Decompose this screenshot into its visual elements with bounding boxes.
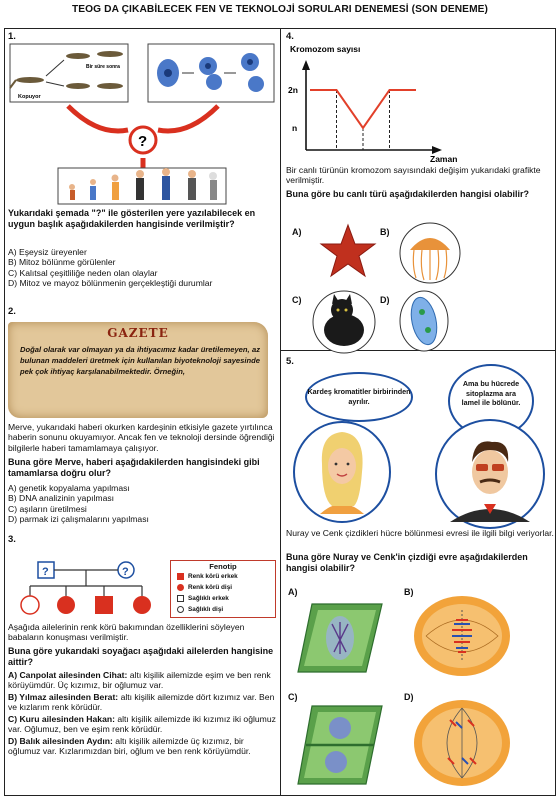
legend-item: Renk körü dişi (177, 582, 275, 593)
newspaper-text: Doğal olarak var olmayan ya da ihtiyacımız kadar üretilemeyen, az bulunan maddeleri üretmek için kullanılan biyoteknoloji sayesinde pek çok ihtiyaç karşılanabilmektedir. Örneğin, (20, 345, 260, 377)
q4-option-d-label[interactable]: D) (380, 295, 390, 305)
kopuyor-label: Kopuyor (18, 94, 41, 100)
q1-option-a[interactable]: A) Eşeysiz üreyenler (8, 247, 87, 257)
chromosome-chart (284, 40, 474, 164)
q5-option-c-label[interactable]: C) (288, 692, 298, 702)
paramecium-icon[interactable] (398, 290, 450, 352)
speech-bubble-nuray: Kardeş kromatitler birbirinden ayrılır. (305, 372, 413, 422)
chromosome-series-line (310, 90, 416, 128)
q1-option-c[interactable]: C) Kalıtsal çeşitliliğe neden olan olaylar (8, 267, 158, 278)
q5-stem: Buna göre Nuray ve Cenk'in çizdiği evre aşağıdakilerden hangisi olabilir? (286, 552, 528, 573)
q2-option-a[interactable]: A) genetik kopyalama yapılması (8, 483, 130, 493)
q2-stem: Buna göre Merve, haberi aşağıdakilerden hangisindeki gibi tamamlarsa doğru olur? (8, 457, 260, 478)
cat-icon[interactable] (312, 290, 376, 354)
q3-number: 3. (8, 534, 16, 545)
q3-option-a[interactable]: A) Canpolat ailesinden Cihat: altı kişilik ailemizde eşim ve ben renk körüyümdür. Üç kızımız, bir oğlumuz var. (8, 670, 271, 691)
phenotype-legend (170, 560, 276, 618)
y-axis-label: Kromozom sayısı (290, 44, 361, 54)
pedigree-child-2 (57, 596, 75, 614)
q4-stem: Buna göre bu canlı türü aşağıdakilerden hangisi olabilir? (286, 189, 530, 199)
animal-cell-d-icon[interactable] (412, 698, 512, 788)
q5-option-d-label[interactable]: D) (404, 692, 414, 702)
pedigree-child-4 (133, 596, 151, 614)
q4-option-b-label[interactable]: B) (380, 227, 390, 237)
pedigree-child-3 (95, 596, 113, 614)
q3-option-b[interactable]: B) Yılmaz ailesinden Berat: altı kişilik ailemizde dört kızımız var. Ben ve kızlarım renk körüdür. (8, 691, 275, 713)
q1-stem: Yukarıdaki şemada "?" ile gösterilen yere yazılabilecek en uygun başlık aşağıdakilerden hangisinde verilmiştir? (8, 208, 256, 229)
q3-option-c[interactable]: C) Kuru ailesinden Hakan: altı kişilik ailemizde iki kızımız iki oğlumuz var. Oğlumuz, ben ve eşim renk körüdür. (8, 713, 276, 735)
q3-stem: Buna göre yukarıdaki soyağacı aşağıdaki ailelerden hangisine aittir? (8, 646, 274, 667)
pedigree-child-1 (21, 596, 39, 614)
q2-options (8, 483, 278, 525)
q3-options (8, 670, 278, 757)
newspaper-clip (8, 322, 268, 418)
q3-option-d[interactable]: D) Balık ailesinden Aydın: altı kişilik ailemizde üç kızımız, bir oğlumuz var. Kızlarımızdan biri, oğlum ve ben renk körüyümdür. (8, 735, 251, 757)
speech-bubble-cenk: Ama bu hücrede sitoplazma ara lamel ile bölünür. (448, 364, 534, 438)
q2-number: 2. (8, 306, 16, 317)
q2-option-d[interactable]: D) parmak izi çalışmalarını yapılması (8, 514, 149, 525)
question-mark: ? (138, 133, 148, 150)
legend-item: Sağlıklı dişi (177, 604, 275, 615)
pedigree-father-unknown: ? (42, 566, 49, 578)
q5-intro: Nuray ve Cenk çizdikleri hücre bölünmesi evresi ile ilgili bilgi veriyorlar. (286, 528, 554, 538)
pedigree-chart (8, 556, 168, 620)
q3-intro: Aşağıda ailelerinin renk körü bakımından özelliklerini söyleyen babaların konuşması verilmiştir. (8, 622, 245, 643)
x-axis-label: Zaman (430, 154, 458, 164)
q4-intro: Bir canlı türünün kromozom sayısındaki değişim yukarıdaki grafikte verilmiştir. (286, 165, 541, 186)
q4-number: 4. (286, 31, 294, 42)
q1-options (8, 247, 278, 289)
jellyfish-icon[interactable] (398, 222, 462, 284)
cenk-avatar (434, 418, 546, 530)
tick-n: n (292, 123, 298, 133)
q1-diagram (8, 40, 278, 206)
arrow-left (68, 106, 128, 131)
legend-item: Sağlıklı erkek (177, 593, 275, 604)
q4-option-a-label[interactable]: A) (292, 227, 302, 237)
starfish-icon[interactable] (315, 222, 381, 280)
q1-option-b[interactable]: B) Mitoz bölünme görülenler (8, 257, 116, 268)
arrow-right (158, 106, 218, 131)
page-title: TEOG DA ÇIKABİLECEK FEN VE TEKNOLOJİ SORULARI DENEMESİ (SON DENEME) (71, 4, 489, 15)
q5-option-b-label[interactable]: B) (404, 587, 414, 597)
q5-option-a-label[interactable]: A) (288, 587, 298, 597)
column-divider (280, 28, 281, 796)
legend-title: Fenotip (209, 562, 237, 571)
animal-cell-b-icon[interactable] (412, 594, 512, 678)
pedigree-mother-unknown: ? (122, 566, 129, 578)
plant-cell-c-icon[interactable] (292, 700, 386, 790)
q2-intro: Merve, yukarıdaki haberi okurken kardeşinin etkisiyle gazete yırtılınca haberin sonunu okuyamıyor. Ancak fen ve teknoloji dersinde öğrendiği bilgilerle haberi tamamlamaya çalışıyor. (8, 422, 275, 453)
plant-cell-a-icon[interactable] (292, 596, 386, 680)
newspaper-title: GAZETE (107, 326, 169, 340)
q1-number: 1. (8, 31, 16, 42)
q1-option-d[interactable]: D) Mitoz ve mayoz bölünmenin gerçekleştiği durumlar (8, 278, 213, 289)
nuray-avatar (292, 420, 392, 524)
q5-number: 5. (286, 356, 294, 367)
q2-option-b[interactable]: B) DNA analizinin yapılması (8, 493, 115, 504)
q2-option-c[interactable]: C) aşıların üretilmesi (8, 503, 87, 514)
tick-2n: 2n (288, 85, 298, 95)
q4-option-c-label[interactable]: C) (292, 295, 302, 305)
legend-item: Renk körü erkek (177, 571, 275, 582)
bir-sure-sonra-label: Bir süre sonra (86, 64, 120, 70)
